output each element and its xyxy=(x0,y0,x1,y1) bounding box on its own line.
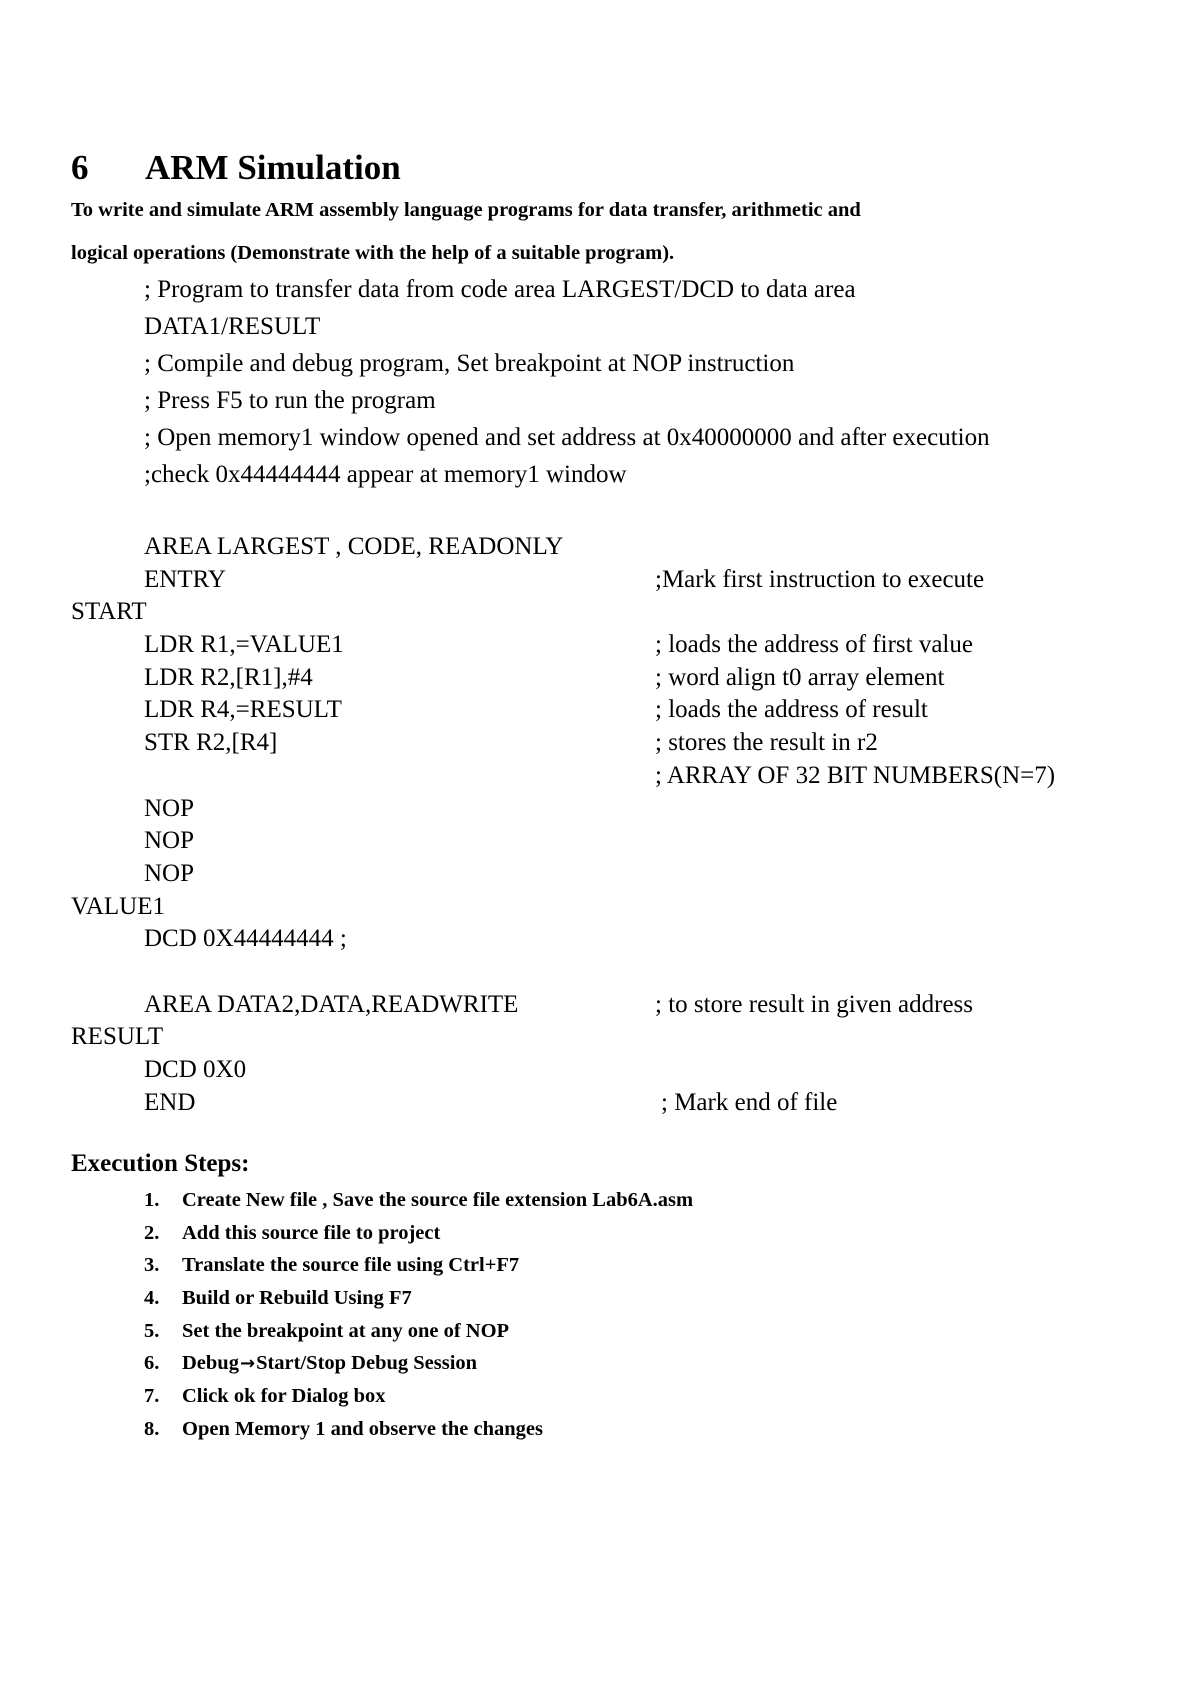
code-comment: ;Mark first instruction to execute xyxy=(655,565,985,593)
code-comment: ; ARRAY OF 32 BIT NUMBERS(N=7) xyxy=(655,761,1056,789)
list-item xyxy=(144,1184,693,1217)
code-comment: ; loads the address of first value xyxy=(655,631,973,659)
step-text: Create New file , Save the source file extension Lab6A.asm xyxy=(182,1189,694,1211)
comment-line: DATA1/RESULT xyxy=(144,313,321,340)
code-comment: ; word align t0 array element xyxy=(655,663,945,691)
list-item xyxy=(144,1380,693,1413)
code-line xyxy=(71,1087,1171,1120)
code-instruction: DCD 0X0 xyxy=(144,1056,247,1083)
code-comment: ; to store result in given address xyxy=(655,990,973,1018)
code-instruction: LDR R2,[R1],#4 xyxy=(144,663,313,691)
program-comments xyxy=(144,271,990,493)
code-line xyxy=(71,564,1171,597)
code-comment: ; loads the address of result xyxy=(655,696,928,724)
code-instruction: AREA DATA2,DATA,READWRITE xyxy=(144,990,519,1018)
step-text: Build or Rebuild Using F7 xyxy=(182,1287,412,1310)
step-text: Debug xyxy=(182,1352,239,1375)
code-line xyxy=(71,727,1171,760)
step-text: Set the breakpoint at any one of NOP xyxy=(182,1319,510,1342)
section-title: ARM Simulation xyxy=(145,148,401,187)
step-text: Start/Stop Debug Session xyxy=(256,1352,478,1375)
code-instruction: NOP xyxy=(144,827,195,855)
comment-line: ; Program to transfer data from code area LARGEST/DCD to data area xyxy=(144,276,856,303)
list-item xyxy=(144,1249,693,1282)
step-text: Add this source file to project xyxy=(182,1221,441,1244)
code-line xyxy=(71,923,1171,956)
code-instruction: ENTRY xyxy=(144,565,226,593)
code-instruction: NOP xyxy=(144,859,195,887)
step-text: Click ok for Dialog box xyxy=(182,1385,386,1408)
code-label: RESULT xyxy=(71,1023,164,1051)
step-number: 4. xyxy=(144,1287,160,1310)
code-line xyxy=(71,596,1171,629)
code-comment: ; stores the result in r2 xyxy=(655,729,878,757)
code-line xyxy=(71,662,1171,695)
code-line xyxy=(71,629,1171,662)
code-line xyxy=(71,825,1171,858)
list-item xyxy=(144,1315,693,1348)
comment-line: ; Open memory1 window opened and set address at 0x40000000 and after execution xyxy=(144,424,990,451)
code-line xyxy=(71,989,1171,1022)
comment-line: ;check 0x44444444 appear at memory1 window xyxy=(144,461,627,488)
step-number: 3. xyxy=(144,1254,160,1277)
step-number: 8. xyxy=(144,1417,160,1440)
step-number: 2. xyxy=(144,1221,160,1244)
step-number: 6. xyxy=(144,1352,160,1375)
code-line xyxy=(71,760,1171,793)
code-blank-line xyxy=(71,956,1171,989)
code-instruction: DCD 0X44444444 ; xyxy=(144,925,347,953)
step-text: Open Memory 1 and observe the changes xyxy=(182,1417,544,1440)
code-instruction: NOP xyxy=(144,794,195,822)
list-item xyxy=(144,1282,693,1315)
aim-statement xyxy=(71,189,1131,275)
aim-line: To write and simulate ARM assembly language programs for data transfer, arithmetic and xyxy=(71,199,861,221)
step-number: 1. xyxy=(144,1189,160,1211)
code-line xyxy=(71,531,1171,564)
assembly-code-listing xyxy=(71,531,1171,1119)
code-instruction: LDR R1,=VALUE1 xyxy=(144,631,344,659)
code-label: START xyxy=(71,598,147,626)
code-instruction: END xyxy=(144,1088,196,1116)
code-label: VALUE1 xyxy=(71,892,165,920)
code-instruction: AREA LARGEST , CODE, READONLY xyxy=(144,533,564,560)
execution-steps-list xyxy=(144,1184,693,1446)
step-text: Translate the source file using Ctrl+F7 xyxy=(182,1254,520,1277)
list-item xyxy=(144,1217,693,1250)
comment-line: ; Press F5 to run the program xyxy=(144,387,436,414)
code-line xyxy=(71,694,1171,727)
code-line xyxy=(71,1021,1171,1054)
section-number: 6 xyxy=(71,148,89,187)
step-number: 5. xyxy=(144,1319,160,1342)
execution-steps-title: Execution Steps: xyxy=(71,1150,250,1177)
code-line xyxy=(71,891,1171,924)
code-instruction: STR R2,[R4] xyxy=(144,729,278,757)
aim-line: logical operations (Demonstrate with the help of a suitable program). xyxy=(71,242,675,264)
step-number: 7. xyxy=(144,1385,160,1408)
code-instruction: LDR R4,=RESULT xyxy=(144,696,342,724)
code-comment: ; Mark end of file xyxy=(661,1088,838,1116)
comment-line: ; Compile and debug program, Set breakpoint at NOP instruction xyxy=(144,350,795,377)
list-item xyxy=(144,1347,693,1380)
code-line xyxy=(71,858,1171,891)
list-item xyxy=(144,1413,693,1446)
arrow-right-icon: → xyxy=(239,1353,256,1375)
section-heading xyxy=(71,148,401,188)
code-line xyxy=(71,1054,1171,1087)
code-line xyxy=(71,793,1171,826)
